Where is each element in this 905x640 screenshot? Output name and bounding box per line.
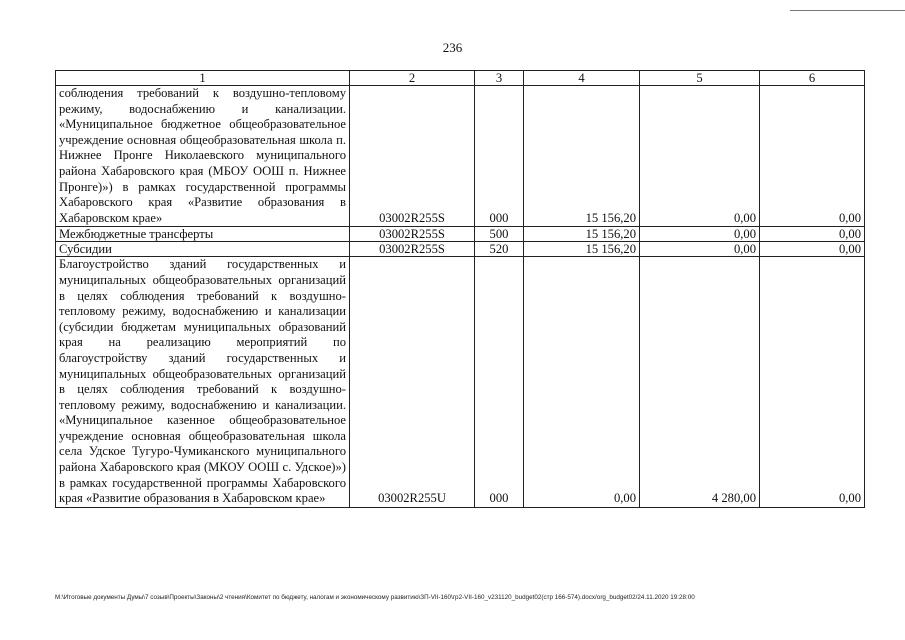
row-value-2: 4 280,00 (640, 257, 760, 508)
table-row (56, 86, 865, 227)
row-name: Благоустройство зданий государственных и муниципальных общеобразовательных организаций в целях соблюдения требований к воздушно-тепловому режиму, водоснабжению и канализации (субсидии бюджетам муниципальных образований края на реализацию мероприятий по благоустройству зданий государственных и муниципальных общеобразовательных организаций в целях соблюдения требований к воздушно-тепловому режиму, водоснабжению и канализации. «Муниципальное казенное общеобразовательное учреждение основная общеобразовательная школа села Удское Тугуро-Чумиканского муниципального района Хабаровского края (МКОУ ООШ с. Удское)») в рамках государственной программы Хабаровского края «Развитие образования в Хабаровском крае» (56, 257, 350, 508)
row-kvr: 500 (475, 227, 524, 242)
file-path-footer: M:\Итоговые документы Думы\7 созыв\Проекты\Законы\2 чтения\Комитет по бюджету, налогам и экономическому развитию\ЗП-VII-160\гр2-VII-160_v231120_budget02(стр 166-574).docx/org_budget02/24.11.2020 19:28:00 (55, 594, 695, 601)
table-row (56, 227, 865, 242)
table-row (56, 257, 865, 508)
col-header-6: 6 (760, 71, 865, 86)
row-value-3: 0,00 (760, 242, 865, 257)
row-value-1: 15 156,20 (524, 227, 640, 242)
row-value-3: 0,00 (760, 227, 865, 242)
col-header-4: 4 (524, 71, 640, 86)
col-header-3: 3 (475, 71, 524, 86)
row-kvr: 000 (475, 86, 524, 227)
page-number: 236 (442, 40, 463, 55)
row-code: 03002R255S (350, 227, 475, 242)
row-code: 03002R255S (350, 242, 475, 257)
row-name: Субсидии (56, 242, 350, 257)
row-value-1: 15 156,20 (524, 86, 640, 227)
row-value-3: 0,00 (760, 257, 865, 508)
table-row (56, 242, 865, 257)
row-value-2: 0,00 (640, 227, 760, 242)
row-kvr: 000 (475, 257, 524, 508)
col-header-5: 5 (640, 71, 760, 86)
row-value-3: 0,00 (760, 86, 865, 227)
row-value-1: 0,00 (524, 257, 640, 508)
row-name: соблюдения требований к воздушно-тепловому режиму, водоснабжению и канализации. «Муниципальное бюджетное общеобразовательное учреждение основная общеобразовательная школа п. Нижнее Пронге Николаевского муниципального района Хабаровского края (МБОУ ООШ п. Нижнее Пронге)») в рамках государственной программы Хабаровского края «Развитие образования в Хабаровском крае» (56, 86, 350, 227)
row-kvr: 520 (475, 242, 524, 257)
top-rule (790, 10, 905, 11)
row-code: 03002R255U (350, 257, 475, 508)
header-row (56, 71, 865, 86)
budget-table (55, 70, 865, 508)
row-value-2: 0,00 (640, 86, 760, 227)
row-code: 03002R255S (350, 86, 475, 227)
row-value-2: 0,00 (640, 242, 760, 257)
row-name: Межбюджетные трансферты (56, 227, 350, 242)
col-header-2: 2 (350, 71, 475, 86)
row-value-1: 15 156,20 (524, 242, 640, 257)
col-header-1: 1 (56, 71, 350, 86)
